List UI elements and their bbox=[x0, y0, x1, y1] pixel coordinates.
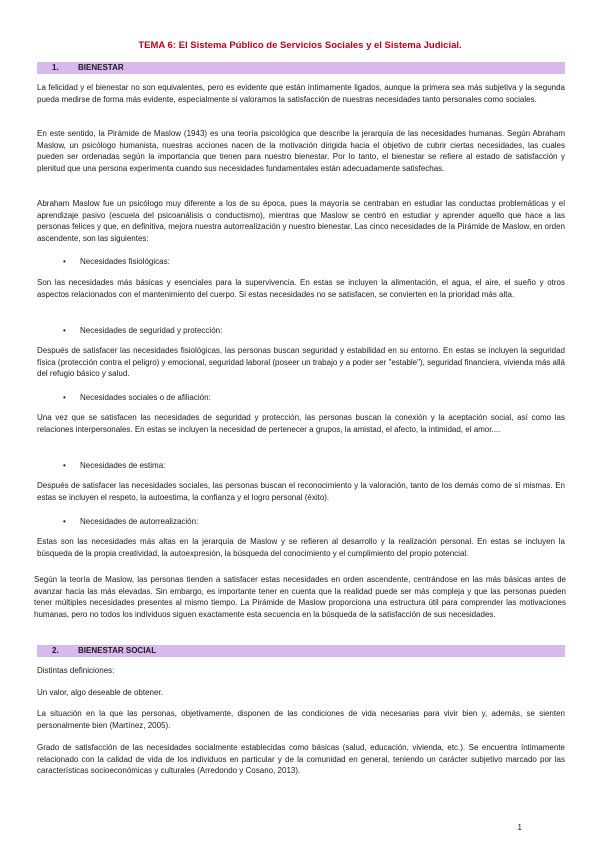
bullet-icon: • bbox=[63, 517, 66, 526]
bullet-label: Necesidades sociales o de afiliación: bbox=[80, 393, 211, 402]
bullet-item bbox=[63, 516, 198, 528]
paragraph: La felicidad y el bienestar no son equivalentes, pero es evidente que están íntimamente ligados, aunque la primera sea más subjetiva y la segunda pueda medirse de forma más evidente, especialmente si valoramos la satisfacción de nuestras necesidades tanto personales como sociales. bbox=[37, 83, 565, 104]
paragraph: Son las necesidades más básicas y esenciales para la supervivencia. En estas se incluyen la alimentación, el agua, el aire, el sueño y otros aspectos relacionados con el mantenimiento del cuerpo. Si estas necesidades no se satisfacen, se convierten en la prioridad más alta. bbox=[37, 278, 565, 299]
paragraph: Estas son las necesidades más altas en la jerarquía de Maslow y se refieren al desarrollo y la realización personal. En estas se incluyen la búsqueda de la propia creatividad, la autoexpresión, la búsqueda del conocimiento y el cumplimiento del propio potencial. bbox=[37, 537, 565, 558]
bullet-item bbox=[63, 256, 170, 268]
bullet-label: Necesidades de estima: bbox=[80, 461, 166, 470]
section-label: BIENESTAR bbox=[78, 63, 124, 72]
section-number: 2. bbox=[52, 646, 59, 655]
bullet-icon: • bbox=[63, 326, 66, 335]
paragraph: Grado de satisfacción de las necesidades socialmente establecidas como básicas (salud, educación, vivienda, etc.). Se encuentra íntimamente relacionado con la calidad de vida de los individuos en particular y de la comunidad en general, teniendo un carácter subjetivo marcado por las características socioeconómicas y culturales (Arredondo y Cosano, 2013). bbox=[37, 743, 565, 775]
document-title: TEMA 6: El Sistema Público de Servicios Sociales y el Sistema Judicial. bbox=[138, 40, 462, 51]
paragraph: Según la teoría de Maslow, las personas tienden a satisfacer estas necesidades en orden ascendente, centrándose en las más básicas antes de avanzar hacia las más elevadas. Sin embargo, es importante tener en cuenta que la realidad puede ser más compleja y que las personas pueden tener múltiples necesidades presentes al mismo tiempo. La Pirámide de Maslow proporciona una estructura útil para comprender las motivaciones humanas, pero no todos los individuos siguen exactamente esta secuencia en la búsqueda de la satisfacción de sus necesidades. bbox=[34, 575, 566, 619]
page-number: 1 bbox=[517, 823, 522, 832]
bullet-item bbox=[63, 392, 211, 404]
paragraph: Después de satisfacer las necesidades sociales, las personas buscan el reconocimiento y la valoración, tanto de los demás como de sí mismas. En estas se incluyen el respeto, la autoestima, la confianza y el logro personal (éxito). bbox=[37, 481, 565, 502]
section-label: BIENESTAR SOCIAL bbox=[78, 646, 157, 655]
paragraph: Distintas definiciones: bbox=[37, 666, 115, 675]
bullet-icon: • bbox=[63, 257, 66, 266]
section-number: 1. bbox=[52, 63, 59, 72]
paragraph: En este sentido, la Pirámide de Maslow (1943) es una teoría psicológica que describe la jerarquía de las necesidades humanas. Según Abraham Maslow, un psicólogo humanista, nuestras acciones nacen de la motivación dirigida hacia el objetivo de cubrir ciertas necesidades, las cuales pueden ser ordenadas según la importancia que tienen para nuestro bienestar. Por lo tanto, el bienestar se refiere al estado de satisfacción y plenitud que una persona experimenta cuando sus necesidades fundamentales están adecuadamente satisfechas. bbox=[37, 129, 565, 173]
bullet-item bbox=[63, 460, 165, 472]
section-heading-bienestar-social bbox=[37, 645, 565, 657]
bullet-label: Necesidades fisiológicas: bbox=[80, 257, 170, 266]
bullet-icon: • bbox=[63, 461, 66, 470]
paragraph: Después de satisfacer las necesidades fisiológicas, las personas buscan seguridad y estabilidad en su entorno. En estas se incluyen la seguridad física (protección contra el peligro) y emocional, seguridad laboral (poseer un trabajo y a poder ser "estable"), seguridad financiera, vivienda más allá del refugio básico y salud. bbox=[37, 346, 565, 378]
bullet-label: Necesidades de autorrealización: bbox=[80, 517, 199, 526]
bullet-label: Necesidades de seguridad y protección: bbox=[80, 326, 223, 335]
bullet-icon: • bbox=[63, 393, 66, 402]
bullet-item bbox=[63, 325, 222, 337]
paragraph: Abraham Maslow fue un psicólogo muy diferente a los de su época, pues la mayoría se centraban en estudiar las conductas problemáticas y el aprendizaje pasivo (escuela del psicoanálisis o conductismo), mientras que Maslow se centró en estudiar y aprender aquello que hace a las personas felices y que, en definitiva, mejora nuestra autorrealización y nuestro bienestar. Las cinco necesidades de la Pirámide de Maslow, en orden ascendente, son las siguientes: bbox=[37, 199, 565, 243]
paragraph: Un valor, algo deseable de obtener. bbox=[37, 688, 163, 697]
paragraph: Una vez que se satisfacen las necesidades de seguridad y protección, las personas buscan la conexión y la aceptación social, así como las relaciones interpersonales. En estas se incluyen la necesidad de pertenecer a grupos, la amistad, el afecto, la intimidad, el amor.... bbox=[37, 413, 565, 434]
section-heading-bienestar bbox=[37, 62, 565, 74]
paragraph: La situación en la que las personas, objetivamente, disponen de las condiciones de vida necesarias para vivir bien y, además, se sienten personalmente bien (Martínez, 2005). bbox=[37, 709, 565, 730]
